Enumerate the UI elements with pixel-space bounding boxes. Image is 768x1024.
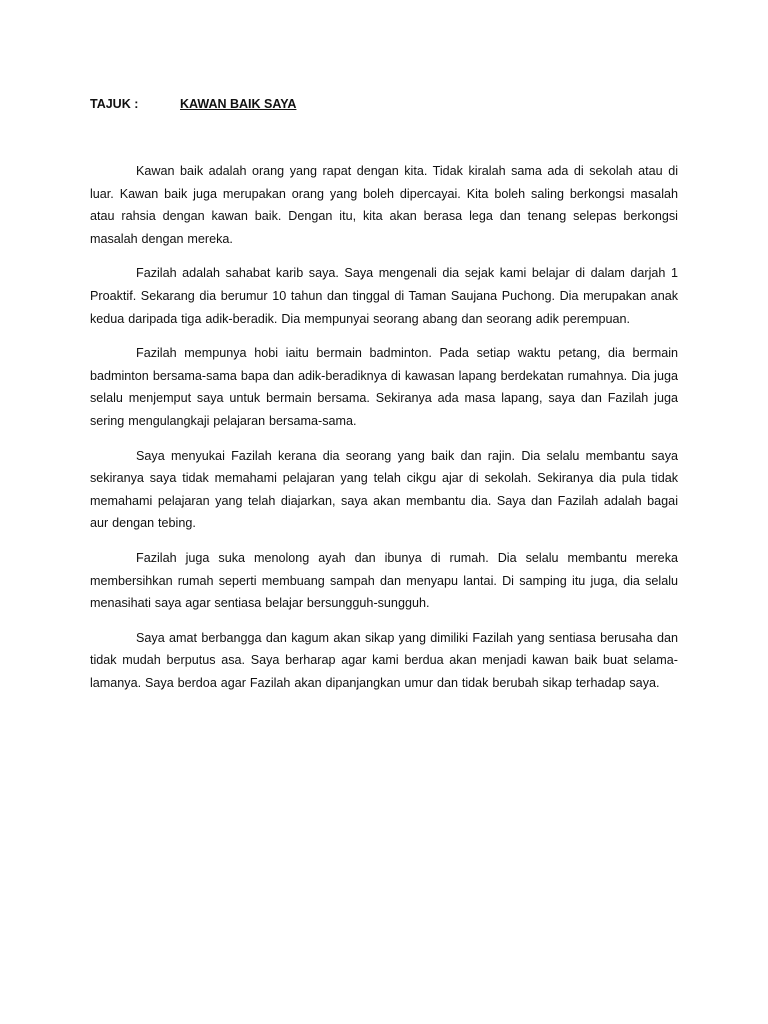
heading-label: TAJUK :: [90, 97, 139, 111]
essay-body: [90, 160, 678, 706]
document-title: KAWAN BAIK SAYA: [180, 97, 297, 111]
paragraph-6: Saya amat berbangga dan kagum akan sikap yang dimiliki Fazilah yang sentiasa berusaha dan tidak mudah berputus asa. Saya berharap agar kami berdua akan menjadi kawan baik buat selama-lamanya. Saya berdoa agar Fazilah akan dipanjangkan umur dan tidak berubah sikap terhadap saya.: [90, 630, 678, 690]
paragraph-3: Fazilah mempunya hobi iaitu bermain badminton. Pada setiap waktu petang, dia bermain badminton bersama-sama bapa dan adik-beradiknya di kawasan lapang berdekatan rumahnya. Dia juga selalu menjemput saya untuk bermain bersama. Sekiranya ada masa lapang, saya dan Fazilah juga sering mengulangkaji pelajaran bersama-sama.: [90, 346, 678, 428]
paragraph-2: Fazilah adalah sahabat karib saya. Saya mengenali dia sejak kami belajar di dalam darjah 1 Proaktif. Sekarang dia berumur 10 tahun dan tinggal di Taman Saujana Puchong. Dia merupakan anak kedua daripada tiga adik-beradik. Dia mempunyai seorang abang dan seorang adik perempuan.: [90, 266, 678, 326]
paragraph-1: Kawan baik adalah orang yang rapat dengan kita. Tidak kiralah sama ada di sekolah atau di luar. Kawan baik juga merupakan orang yang boleh dipercayai. Kita boleh saling berkongsi masalah atau rahsia dengan kawan baik. Dengan itu, kita akan berasa lega dan tenang selepas berkongsi masalah dengan mereka.: [90, 164, 678, 246]
paragraph-5: Fazilah juga suka menolong ayah dan ibunya di rumah. Dia selalu membantu mereka membersihkan rumah seperti membuang sampah dan menyapu lantai. Di samping itu juga, dia selalu menasihati saya agar sentiasa belajar bersungguh-sungguh.: [90, 550, 678, 611]
paragraph-4: Saya menyukai Fazilah kerana dia seorang yang baik dan rajin. Dia selalu membantu saya sekiranya saya tidak memahami pelajaran yang telah cikgu ajar di sekolah. Sekiranya dia pula tidak memahami pelajaran yang telah diajarkan, saya akan membantu dia. Saya dan Fazilah adalah bagai aur dengan tebing.: [90, 448, 678, 531]
document-heading: [90, 94, 680, 114]
